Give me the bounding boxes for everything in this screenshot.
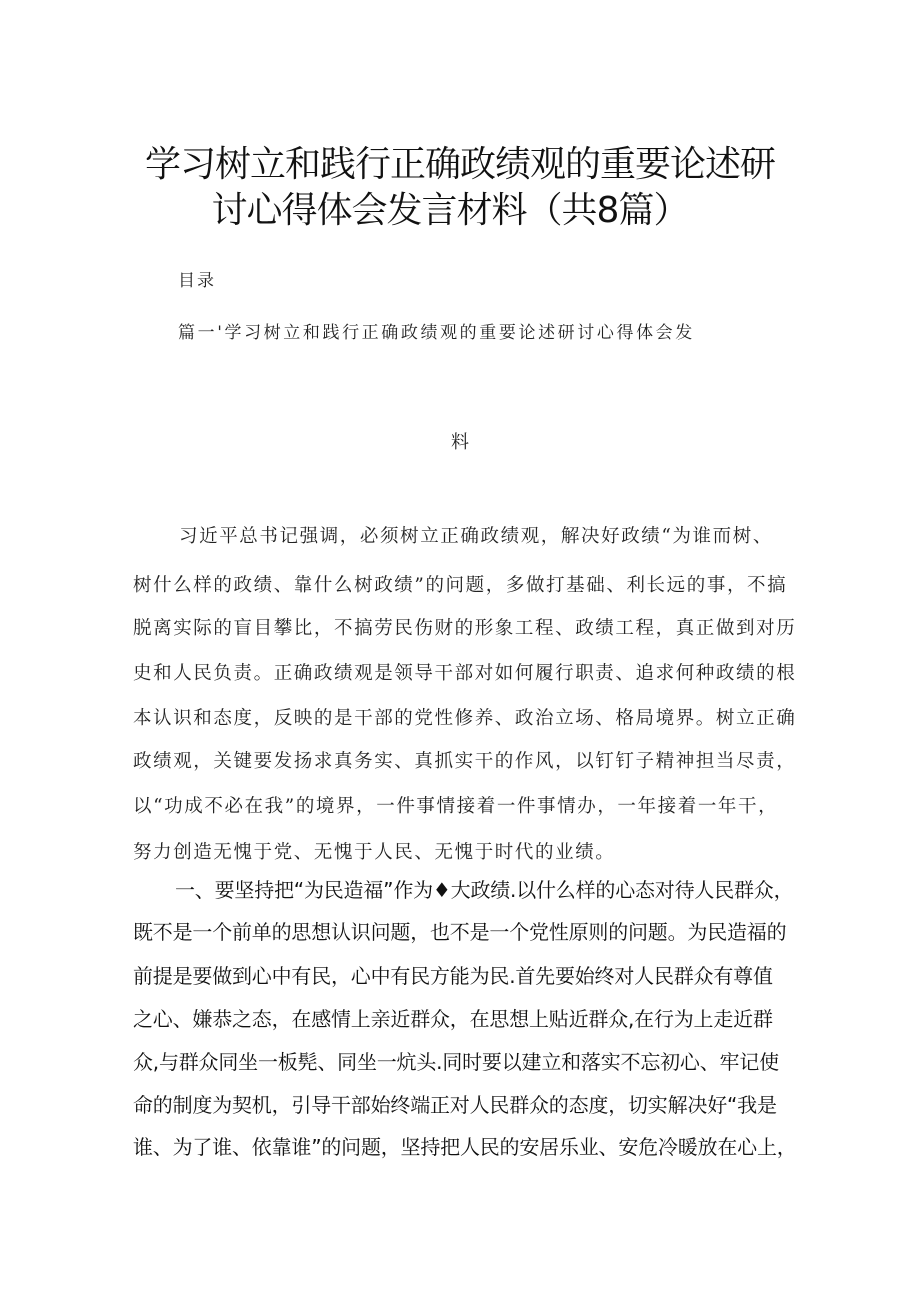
paragraph-line: 之心、嫌恭之态，在感情上亲近群众，在思想上贴近群众,在行为上走近群 bbox=[133, 1007, 773, 1031]
paragraph-line: 以“功成不必在我”的境界，一件事情接着一件事情办，一年接着一年干， bbox=[133, 796, 779, 817]
paragraph-line: 政绩观，关键要发扬求真务实、真抓实干的作风，以钉钉子精神担当尽责， bbox=[133, 751, 797, 772]
paragraph-line: 树什么样的政绩、靠什么树政绩”的问题，多做打基础、利长远的事，不搞 bbox=[133, 575, 788, 596]
toc-item-1-continuation: 料 bbox=[451, 432, 469, 453]
document-title-line-1: 学习树立和践行正确政绩观的重要论述研 bbox=[144, 144, 775, 185]
document-title-line-2: 讨心得体会发言材料（共8篇） bbox=[211, 190, 689, 231]
paragraph-line: 脱离实际的盲目攀比，不搞劳民伤财的形象工程、政绩工程，真正做到对历 bbox=[133, 618, 797, 639]
paragraph-line: 命的制度为契机，引导干部始终端正对人民群众的态度，切实解决好“我是 bbox=[133, 1093, 777, 1117]
toc-item-1: 篇一'学习树立和践行正确政绩观的重要论述研讨心得体会发 bbox=[178, 323, 695, 343]
paragraph-line: 史和人民负责。正确政绩观是领导干部对如何履行职责、追求何种政绩的根 bbox=[133, 663, 797, 684]
paragraph-line: 既不是一个前单的思想认识问题，也不是一个党性原则的问题。为民造福的 bbox=[133, 920, 787, 944]
toc-heading: 目录 bbox=[178, 271, 216, 291]
paragraph-line: 众,与群众同坐一板髡、同坐一炕头.同时要以建立和落实不忘初心、牢记使 bbox=[133, 1050, 779, 1074]
paragraph-line: 谁、为了谁、依靠谁”的问题，坚持把人民的安居乐业、安危冷暖放在心上， bbox=[133, 1135, 797, 1159]
paragraph-line: 习近平总书记强调，必须树立正确政绩观，解决好政绩“为谁而树、 bbox=[179, 526, 773, 547]
paragraph-line: 一、要坚持把“为民造福”作为♦大政绩.以什么样的心态对待人民群众， bbox=[175, 878, 794, 902]
paragraph-line: 努力创造无愧于党、无愧于人民、无愧于时代的业绩。 bbox=[133, 842, 616, 863]
paragraph-line: 本认识和态度，反映的是干部的党性修养、政治立场、格局境界。树立正确 bbox=[133, 708, 797, 729]
paragraph-line: 前提是要做到心中有民，心中有民方能为民.首先要始终对人民群众有尊值 bbox=[133, 964, 773, 988]
